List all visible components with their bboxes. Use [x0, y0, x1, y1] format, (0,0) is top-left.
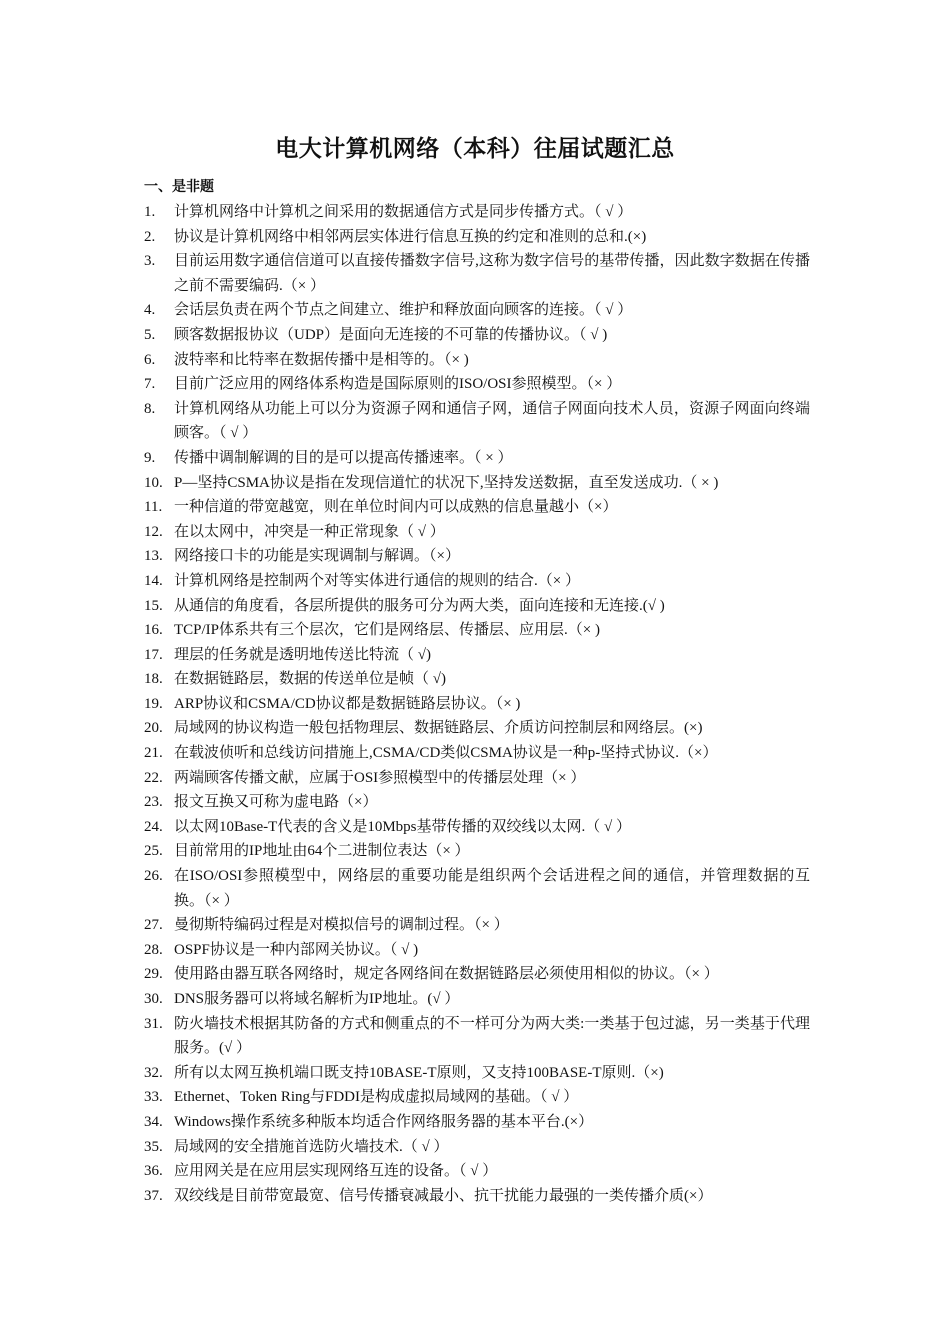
question-number: 22. — [144, 769, 163, 786]
question-list — [144, 200, 810, 1208]
question-item — [144, 643, 810, 668]
question-number: 37. — [144, 1187, 163, 1204]
question-number: 12. — [144, 523, 163, 540]
question-item — [144, 766, 810, 791]
question-text: 在以太网中，冲突是一种正常现象（ √ ） — [174, 523, 445, 540]
question-item — [144, 962, 810, 987]
question-number: 23. — [144, 794, 163, 811]
question-text: ARP协议和CSMA/CD协议都是数据链路层协议。（× ) — [174, 695, 521, 712]
question-number: 26. — [144, 868, 163, 885]
question-item — [144, 987, 810, 1012]
question-text: TCP/IP体系共有三个层次，它们是网络层、传播层、应用层.（× ) — [174, 622, 600, 639]
question-number: 6. — [144, 351, 156, 368]
question-text: 传播中调制解调的目的是可以提高传播速率。（ × ） — [174, 449, 513, 466]
question-item — [144, 618, 810, 643]
question-item — [144, 348, 810, 373]
question-text: 一种信道的带宽越宽，则在单位时间内可以成熟的信息量越小（×） — [174, 499, 618, 516]
question-number: 32. — [144, 1064, 163, 1081]
question-text: P—坚持CSMA协议是指在发现信道忙的状况下,坚持发送数据，直至发送成功.（ × ) — [174, 474, 719, 491]
question-item — [144, 1159, 810, 1184]
question-number: 20. — [144, 720, 163, 737]
question-item — [144, 667, 810, 692]
question-item — [144, 1184, 810, 1209]
question-item — [144, 1012, 810, 1061]
question-number: 5. — [144, 326, 156, 343]
question-item — [144, 495, 810, 520]
question-text: OSPF协议是一种内部网关协议。（ √ ) — [174, 941, 419, 958]
question-item — [144, 446, 810, 471]
question-number: 25. — [144, 843, 163, 860]
question-item — [144, 1085, 810, 1110]
question-number: 7. — [144, 376, 156, 393]
question-item — [144, 692, 810, 717]
question-item — [144, 520, 810, 545]
question-item — [144, 471, 810, 496]
question-item — [144, 938, 810, 963]
question-number: 27. — [144, 917, 163, 934]
question-text: 局域网的协议构造一般包括物理层、数据链路层、介质访问控制层和网络层。(×) — [174, 720, 703, 737]
question-number: 18. — [144, 671, 163, 688]
question-number: 29. — [144, 966, 163, 983]
question-number: 2. — [144, 228, 156, 245]
question-text: 计算机网络是控制两个对等实体进行通信的规则的结合.（× ） — [174, 572, 580, 589]
question-text: 协议是计算机网络中相邻两层实体进行信息互换的约定和准则的总和.(×) — [174, 228, 647, 245]
question-item — [144, 913, 810, 938]
question-item — [144, 372, 810, 397]
question-number: 3. — [144, 253, 156, 270]
question-item — [144, 741, 810, 766]
question-item — [144, 594, 810, 619]
question-text: 会话层负责在两个节点之间建立、维护和释放面向顾客的连接。（ √ ） — [174, 302, 633, 319]
question-item — [144, 815, 810, 840]
document-title: 电大计算机网络（本科）往届试题汇总 — [275, 136, 675, 162]
question-text: 理层的任务就是透明地传送比特流（ √) — [174, 646, 431, 663]
question-text: 报文互换又可称为虚电路（×） — [174, 794, 378, 811]
question-item — [144, 249, 810, 298]
question-number: 8. — [144, 400, 156, 417]
question-number: 15. — [144, 597, 163, 614]
question-text: 局域网的安全措施首选防火墙技术.（ √ ） — [174, 1138, 449, 1155]
question-item — [144, 790, 810, 815]
question-number: 31. — [144, 1015, 163, 1032]
question-number: 21. — [144, 745, 163, 762]
question-item — [144, 1110, 810, 1135]
question-text: Ethernet、Token Ring与FDDI是构成虚拟局域网的基础。（ √ ） — [174, 1089, 579, 1106]
question-number: 17. — [144, 646, 163, 663]
question-number: 13. — [144, 548, 163, 565]
question-number: 34. — [144, 1113, 163, 1130]
question-text: 在数据链路层，数据的传送单位是帧（ √) — [174, 671, 446, 688]
question-item — [144, 569, 810, 594]
question-item — [144, 323, 810, 348]
question-number: 9. — [144, 449, 156, 466]
question-number: 19. — [144, 695, 163, 712]
question-text: 以太网10Base-T代表的含义是10Mbps基带传播的双绞线以太网.（ √ ） — [174, 818, 631, 835]
question-text: 使用路由器互联各网络时，规定各网络间在数据链路层必须使用相似的协议。（× ） — [174, 966, 719, 983]
question-item — [144, 864, 810, 913]
question-text: 应用网关是在应用层实现网络互连的设备。（ √ ） — [174, 1163, 498, 1180]
question-text: 在载波侦听和总线访问措施上,CSMA/CD类似CSMA协议是一种p-坚持式协议.（×） — [174, 745, 718, 762]
question-number: 36. — [144, 1163, 163, 1180]
question-number: 16. — [144, 622, 163, 639]
question-number: 30. — [144, 991, 163, 1007]
question-number: 1. — [144, 204, 156, 220]
question-item — [144, 225, 810, 250]
question-text: 顾客数据报协议（UDP）是面向无连接的不可靠的传播协议。（ √ ) — [174, 326, 608, 343]
question-text: DNS服务器可以将域名解析为IP地址。(√ ） — [174, 991, 460, 1007]
question-number: 14. — [144, 572, 163, 589]
question-number: 4. — [144, 302, 156, 319]
question-text: 双绞线是目前带宽最宽、信号传播衰减最小、抗干扰能力最强的一类传播介质(×） — [174, 1187, 713, 1204]
question-text: 两端顾客传播文献，应属于OSI参照模型中的传播层处理（× ） — [174, 769, 586, 786]
question-text: 防火墙技术根据其防备的方式和侧重点的不一样可分为两大类:一类基于包过滤，另一类基于代理服务。(√ ） — [174, 1015, 810, 1057]
question-text: 波特率和比特率在数据传播中是相等的。（× ) — [174, 351, 469, 368]
question-text: 网络接口卡的功能是实现调制与解调。（×） — [174, 548, 460, 565]
question-number: 28. — [144, 941, 163, 958]
question-text: 所有以太网互换机端口既支持10BASE-T原则，又支持100BASE-T原则.（×) — [174, 1064, 664, 1081]
question-text: 曼彻斯特编码过程是对模拟信号的调制过程。（× ） — [174, 917, 509, 934]
question-number: 11. — [144, 499, 163, 516]
question-number: 24. — [144, 818, 163, 835]
question-text: 目前广泛应用的网络体系构造是国际原则的ISO/OSI参照模型。（× ） — [174, 376, 622, 393]
question-item — [144, 1061, 810, 1086]
question-item — [144, 544, 810, 569]
question-text: 目前运用数字通信信道可以直接传播数字信号,这称为数字信号的基带传播，因此数字数据在传播之前不需要编码.（× ） — [174, 253, 810, 294]
question-text: 从通信的角度看，各层所提供的服务可分为两大类，面向连接和无连接.(√ ) — [174, 597, 665, 614]
section-heading: 一、是非题 — [144, 179, 214, 195]
question-item — [144, 839, 810, 864]
question-item — [144, 716, 810, 741]
question-number: 33. — [144, 1089, 163, 1106]
question-text: 在ISO/OSI参照模型中，网络层的重要功能是组织两个会话进程之间的通信，并管理数据的互换。（× ） — [174, 868, 810, 909]
question-text: 计算机网络从功能上可以分为资源子网和通信子网，通信子网面向技术人员，资源子网面向终端顾客。（ √ ） — [174, 400, 810, 442]
question-text: 计算机网络中计算机之间采用的数据通信方式是同步传播方式。（ √ ） — [174, 204, 633, 220]
question-text: Windows操作系统多种版本均适合作网络服务器的基本平台.(×） — [174, 1113, 594, 1130]
question-number: 35. — [144, 1138, 163, 1155]
question-item — [144, 200, 810, 225]
question-item — [144, 397, 810, 446]
question-item — [144, 298, 810, 323]
question-number: 10. — [144, 474, 163, 491]
question-item — [144, 1135, 810, 1160]
question-text: 目前常用的IP地址由64个二进制位表达（× ） — [174, 843, 470, 860]
